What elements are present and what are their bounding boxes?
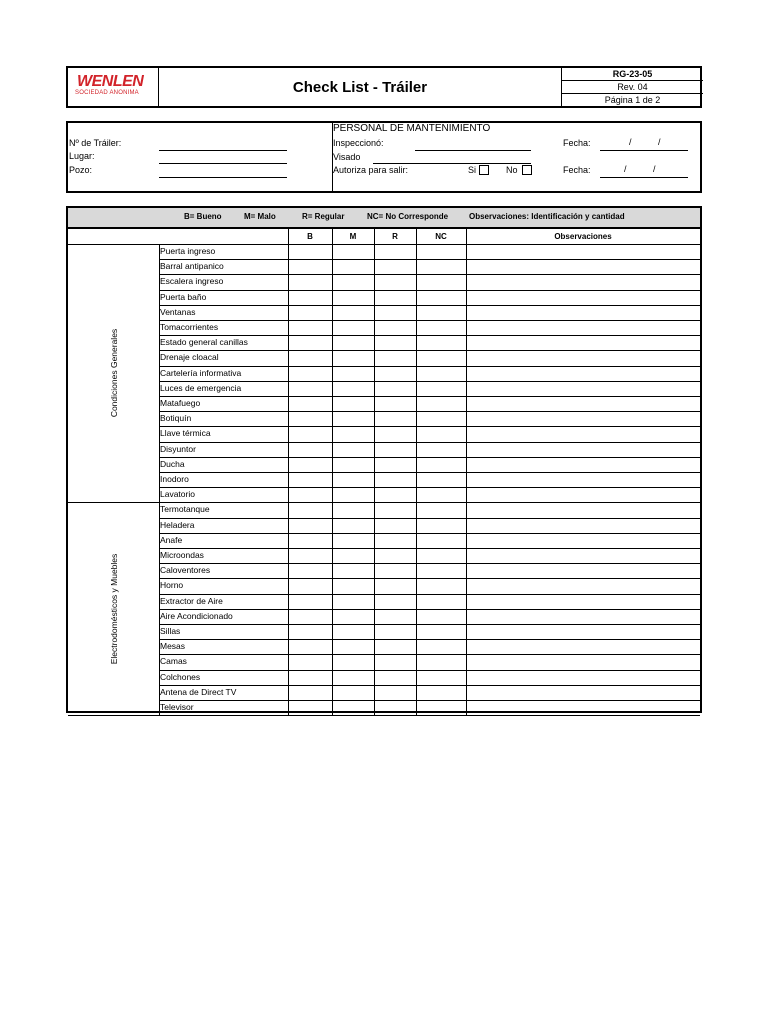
cell-nc[interactable]: [417, 519, 466, 533]
document-code-box: [561, 68, 702, 106]
section-divider: [68, 502, 159, 503]
cell-nc[interactable]: [417, 701, 466, 715]
cell-m[interactable]: [333, 367, 374, 381]
info-box: [66, 121, 702, 193]
cell-r[interactable]: [375, 564, 416, 578]
cell-m[interactable]: [333, 427, 374, 441]
cell-m[interactable]: [333, 336, 374, 350]
checklist-item-label: Antena de Direct TV: [160, 686, 237, 697]
cell-observations[interactable]: [467, 291, 700, 305]
cell-observations[interactable]: [467, 488, 700, 502]
cell-m[interactable]: [333, 443, 374, 457]
checklist-item-label: Botiquín: [160, 413, 192, 424]
cell-m[interactable]: [333, 579, 374, 593]
checklist-item-label: Escalera ingreso: [160, 276, 224, 287]
exit-authorization-label: Autoriza para salir:: [333, 165, 409, 175]
section-label: Condiciones Generales: [109, 329, 119, 418]
cell-observations[interactable]: [467, 519, 700, 533]
cell-r[interactable]: [375, 458, 416, 472]
cell-m[interactable]: [333, 701, 374, 715]
cell-r[interactable]: [375, 336, 416, 350]
cell-r[interactable]: [375, 427, 416, 441]
checklist-item-label: Caloventores: [160, 565, 211, 576]
legend-bad: M= Malo: [244, 212, 276, 221]
column-header-r: R: [392, 232, 398, 241]
cell-nc[interactable]: [417, 427, 466, 441]
place-label: Lugar:: [69, 151, 95, 161]
cell-b[interactable]: [289, 397, 332, 411]
inspected-by-field[interactable]: [415, 150, 531, 151]
cell-observations[interactable]: [467, 245, 700, 259]
cell-nc[interactable]: [417, 640, 466, 654]
checklist-item-label: Camas: [160, 656, 187, 667]
cell-m[interactable]: [333, 473, 374, 487]
approved-by-label: Visado: [333, 152, 361, 162]
cell-m[interactable]: [333, 503, 374, 517]
cell-nc[interactable]: [417, 260, 466, 274]
cell-b[interactable]: [289, 519, 332, 533]
cell-r[interactable]: [375, 671, 416, 685]
cell-observations[interactable]: [467, 336, 700, 350]
cell-observations[interactable]: [467, 595, 700, 609]
cell-r[interactable]: [375, 610, 416, 624]
cell-m[interactable]: [333, 260, 374, 274]
cell-observations[interactable]: [467, 564, 700, 578]
cell-observations[interactable]: [467, 275, 700, 289]
cell-nc[interactable]: [417, 367, 466, 381]
checklist-item-label: Llave térmica: [160, 428, 211, 439]
date-separator: /: [658, 137, 661, 147]
cell-r[interactable]: [375, 245, 416, 259]
cell-nc[interactable]: [417, 336, 466, 350]
cell-r[interactable]: [375, 579, 416, 593]
checklist-item-label: Sillas: [160, 626, 181, 636]
cell-nc[interactable]: [417, 351, 466, 365]
cell-observations[interactable]: [467, 625, 700, 639]
cell-m[interactable]: [333, 245, 374, 259]
cell-m[interactable]: [333, 671, 374, 685]
cell-nc[interactable]: [417, 625, 466, 639]
cell-nc[interactable]: [417, 549, 466, 563]
cell-nc[interactable]: [417, 473, 466, 487]
logo-cell: [68, 68, 159, 106]
cell-r[interactable]: [375, 595, 416, 609]
cell-m[interactable]: [333, 564, 374, 578]
cell-nc[interactable]: [417, 458, 466, 472]
cell-b[interactable]: [289, 275, 332, 289]
cell-r[interactable]: [375, 473, 416, 487]
legend-observations: Observaciones: Identificación y cantidad: [469, 212, 625, 221]
cell-r[interactable]: [375, 686, 416, 700]
checklist-item-label: Puerta ingreso: [160, 246, 216, 256]
inspection-date-label: Fecha:: [563, 138, 591, 148]
cell-r[interactable]: [375, 443, 416, 457]
cell-observations[interactable]: [467, 427, 700, 441]
well-field[interactable]: [159, 177, 287, 178]
cell-nc[interactable]: [417, 610, 466, 624]
cell-observations[interactable]: [467, 671, 700, 685]
cell-observations[interactable]: [467, 579, 700, 593]
exit-date-field[interactable]: [600, 177, 688, 178]
checklist-item-label: Termotanque: [160, 504, 210, 515]
cell-observations[interactable]: [467, 321, 700, 335]
cell-nc[interactable]: [417, 382, 466, 396]
cell-b[interactable]: [289, 625, 332, 639]
cell-nc[interactable]: [417, 503, 466, 517]
document-title: Check List - Tráiler: [292, 78, 428, 96]
cell-observations[interactable]: [467, 458, 700, 472]
cell-b[interactable]: [289, 610, 332, 624]
checklist-item-label: Extractor de Aire: [160, 595, 223, 606]
cell-nc[interactable]: [417, 306, 466, 320]
cell-b[interactable]: [289, 595, 332, 609]
company-logo-subtitle: SOCIEDAD ANONIMA: [75, 90, 139, 96]
inspected-by-label: Inspeccionó:: [333, 138, 384, 148]
header-row-top-line: [68, 228, 700, 229]
cell-r[interactable]: [375, 291, 416, 305]
cell-m[interactable]: [333, 549, 374, 563]
cell-b[interactable]: [289, 564, 332, 578]
cell-nc[interactable]: [417, 245, 466, 259]
cell-b[interactable]: [289, 306, 332, 320]
cell-r[interactable]: [375, 367, 416, 381]
column-header-observations: Observaciones: [554, 232, 612, 241]
checklist-item-label: Televisor: [160, 702, 194, 712]
legend-good: B= Bueno: [184, 212, 222, 221]
checklist-item-label: Cartelería informativa: [160, 367, 242, 378]
cell-observations[interactable]: [467, 610, 700, 624]
checklist-item-label: Aire Acondicionado: [160, 610, 233, 621]
cell-m[interactable]: [333, 595, 374, 609]
cell-b[interactable]: [289, 443, 332, 457]
cell-m[interactable]: [333, 291, 374, 305]
checklist-table: [66, 206, 702, 713]
cell-m[interactable]: [333, 397, 374, 411]
cell-m[interactable]: [333, 412, 374, 426]
place-field[interactable]: [159, 163, 287, 164]
legend-regular: R= Regular: [302, 212, 345, 221]
cell-observations[interactable]: [467, 367, 700, 381]
checklist-item-label: Lavatorio: [160, 489, 195, 500]
cell-r[interactable]: [375, 275, 416, 289]
cell-nc[interactable]: [417, 412, 466, 426]
cell-observations[interactable]: [467, 260, 700, 274]
checklist-item-label: Ventanas: [160, 306, 196, 317]
section-divider: [68, 715, 159, 716]
document-page-number: Página 1 de 2: [604, 95, 661, 105]
checklist-item-label: Mesas: [160, 641, 186, 652]
cell-m[interactable]: [333, 534, 374, 548]
cell-nc[interactable]: [417, 686, 466, 700]
cell-nc[interactable]: [417, 671, 466, 685]
cell-m[interactable]: [333, 275, 374, 289]
checklist-item-label: Horno: [160, 580, 184, 591]
section-label: Electrodomésticos y Muebles: [109, 553, 119, 665]
cell-observations[interactable]: [467, 306, 700, 320]
checklist-item-label: Barral antipanico: [160, 261, 224, 272]
cell-r[interactable]: [375, 397, 416, 411]
cell-nc[interactable]: [417, 595, 466, 609]
cell-nc[interactable]: [417, 321, 466, 335]
cell-observations[interactable]: [467, 503, 700, 517]
cell-b[interactable]: [289, 549, 332, 563]
cell-m[interactable]: [333, 458, 374, 472]
column-header-b: B: [307, 232, 313, 241]
cell-r[interactable]: [375, 625, 416, 639]
cell-b[interactable]: [289, 321, 332, 335]
cell-observations[interactable]: [467, 640, 700, 654]
cell-r[interactable]: [375, 701, 416, 715]
cell-b[interactable]: [289, 458, 332, 472]
cell-observations[interactable]: [467, 443, 700, 457]
checklist-item-label: Luces de emergencia: [160, 382, 242, 393]
cell-b[interactable]: [289, 336, 332, 350]
column-divider: [159, 244, 160, 715]
cell-b[interactable]: [289, 488, 332, 502]
yes-label: Si: [468, 165, 477, 175]
cell-nc[interactable]: [417, 534, 466, 548]
legend-bar: [68, 208, 700, 228]
cell-r[interactable]: [375, 549, 416, 563]
checklist-item-label: Puerta baño: [160, 291, 207, 302]
cell-nc[interactable]: [417, 579, 466, 593]
cell-observations[interactable]: [467, 382, 700, 396]
cell-r[interactable]: [375, 488, 416, 502]
cell-b[interactable]: [289, 367, 332, 381]
cell-observations[interactable]: [467, 534, 700, 548]
cell-m[interactable]: [333, 655, 374, 669]
cell-r[interactable]: [375, 321, 416, 335]
date-separator: /: [653, 164, 656, 174]
date-separator: /: [624, 164, 627, 174]
date-separator: /: [629, 137, 632, 147]
inspection-date-field[interactable]: [600, 150, 688, 151]
cell-nc[interactable]: [417, 291, 466, 305]
checklist-item-label: Estado general canillas: [160, 337, 248, 348]
document-header: [66, 66, 702, 108]
cell-r[interactable]: [375, 412, 416, 426]
cell-b[interactable]: [289, 701, 332, 715]
checklist-item-label: Drenaje cloacal: [160, 352, 219, 363]
cell-observations[interactable]: [467, 686, 700, 700]
cell-nc[interactable]: [417, 488, 466, 502]
no-checkbox[interactable]: [522, 165, 532, 175]
exit-date-label: Fecha:: [563, 165, 591, 175]
cell-r[interactable]: [375, 306, 416, 320]
checklist-item-label: Colchones: [160, 671, 201, 682]
cell-observations[interactable]: [467, 655, 700, 669]
well-label: Pozo:: [69, 165, 93, 175]
cell-m[interactable]: [333, 686, 374, 700]
cell-b[interactable]: [289, 640, 332, 654]
cell-observations[interactable]: [467, 549, 700, 563]
cell-b[interactable]: [289, 473, 332, 487]
cell-m[interactable]: [333, 625, 374, 639]
cell-r[interactable]: [375, 503, 416, 517]
cell-b[interactable]: [289, 686, 332, 700]
cell-r[interactable]: [375, 351, 416, 365]
cell-b[interactable]: [289, 245, 332, 259]
cell-observations[interactable]: [467, 473, 700, 487]
checklist-item-label: Heladera: [160, 519, 195, 530]
cell-b[interactable]: [289, 579, 332, 593]
document-revision: Rev. 04: [562, 81, 703, 94]
cell-nc[interactable]: [417, 443, 466, 457]
checklist-item-label: Microondas: [160, 550, 204, 560]
cell-b[interactable]: [289, 655, 332, 669]
trailer-number-field[interactable]: [159, 150, 287, 151]
cell-b[interactable]: [289, 427, 332, 441]
cell-r[interactable]: [375, 655, 416, 669]
cell-nc[interactable]: [417, 564, 466, 578]
cell-m[interactable]: [333, 519, 374, 533]
trailer-number-label: Nº de Tráiler:: [69, 138, 122, 148]
cell-r[interactable]: [375, 382, 416, 396]
company-logo: WENLEN: [77, 73, 144, 90]
cell-b[interactable]: [289, 382, 332, 396]
cell-b[interactable]: [289, 534, 332, 548]
cell-observations[interactable]: [467, 351, 700, 365]
cell-m[interactable]: [333, 351, 374, 365]
cell-b[interactable]: [289, 260, 332, 274]
cell-b[interactable]: [289, 412, 332, 426]
document-code: RG-23-05: [562, 68, 703, 81]
checklist-item-label: Disyuntor: [160, 443, 196, 454]
cell-r[interactable]: [375, 534, 416, 548]
maintenance-staff-title: PERSONAL DE MANTENIMIENTO: [333, 123, 491, 134]
cell-m[interactable]: [333, 640, 374, 654]
cell-nc[interactable]: [417, 655, 466, 669]
cell-m[interactable]: [333, 382, 374, 396]
cell-m[interactable]: [333, 610, 374, 624]
cell-b[interactable]: [289, 351, 332, 365]
cell-r[interactable]: [375, 519, 416, 533]
checklist-item-label: Anafe: [160, 534, 183, 545]
cell-nc[interactable]: [417, 275, 466, 289]
checklist-item-label: Tomacorrientes: [160, 322, 219, 332]
cell-r[interactable]: [375, 260, 416, 274]
approved-by-field[interactable]: [373, 163, 531, 164]
cell-b[interactable]: [289, 503, 332, 517]
cell-m[interactable]: [333, 488, 374, 502]
cell-m[interactable]: [333, 306, 374, 320]
cell-observations[interactable]: [467, 412, 700, 426]
cell-nc[interactable]: [417, 397, 466, 411]
table-row: [159, 715, 700, 716]
cell-observations[interactable]: [467, 701, 700, 715]
cell-r[interactable]: [375, 640, 416, 654]
column-header-m: M: [349, 232, 357, 241]
cell-m[interactable]: [333, 321, 374, 335]
no-label: No: [506, 165, 518, 175]
cell-b[interactable]: [289, 291, 332, 305]
cell-b[interactable]: [289, 671, 332, 685]
checklist-item-label: Inodoro: [160, 474, 189, 484]
legend-nc: NC= No Corresponde: [367, 212, 449, 221]
checklist-item-label: Ducha: [160, 458, 185, 469]
yes-checkbox[interactable]: [479, 165, 489, 175]
column-header-nc: NC: [435, 232, 447, 241]
checklist-item-label: Matafuego: [160, 398, 201, 408]
cell-observations[interactable]: [467, 397, 700, 411]
